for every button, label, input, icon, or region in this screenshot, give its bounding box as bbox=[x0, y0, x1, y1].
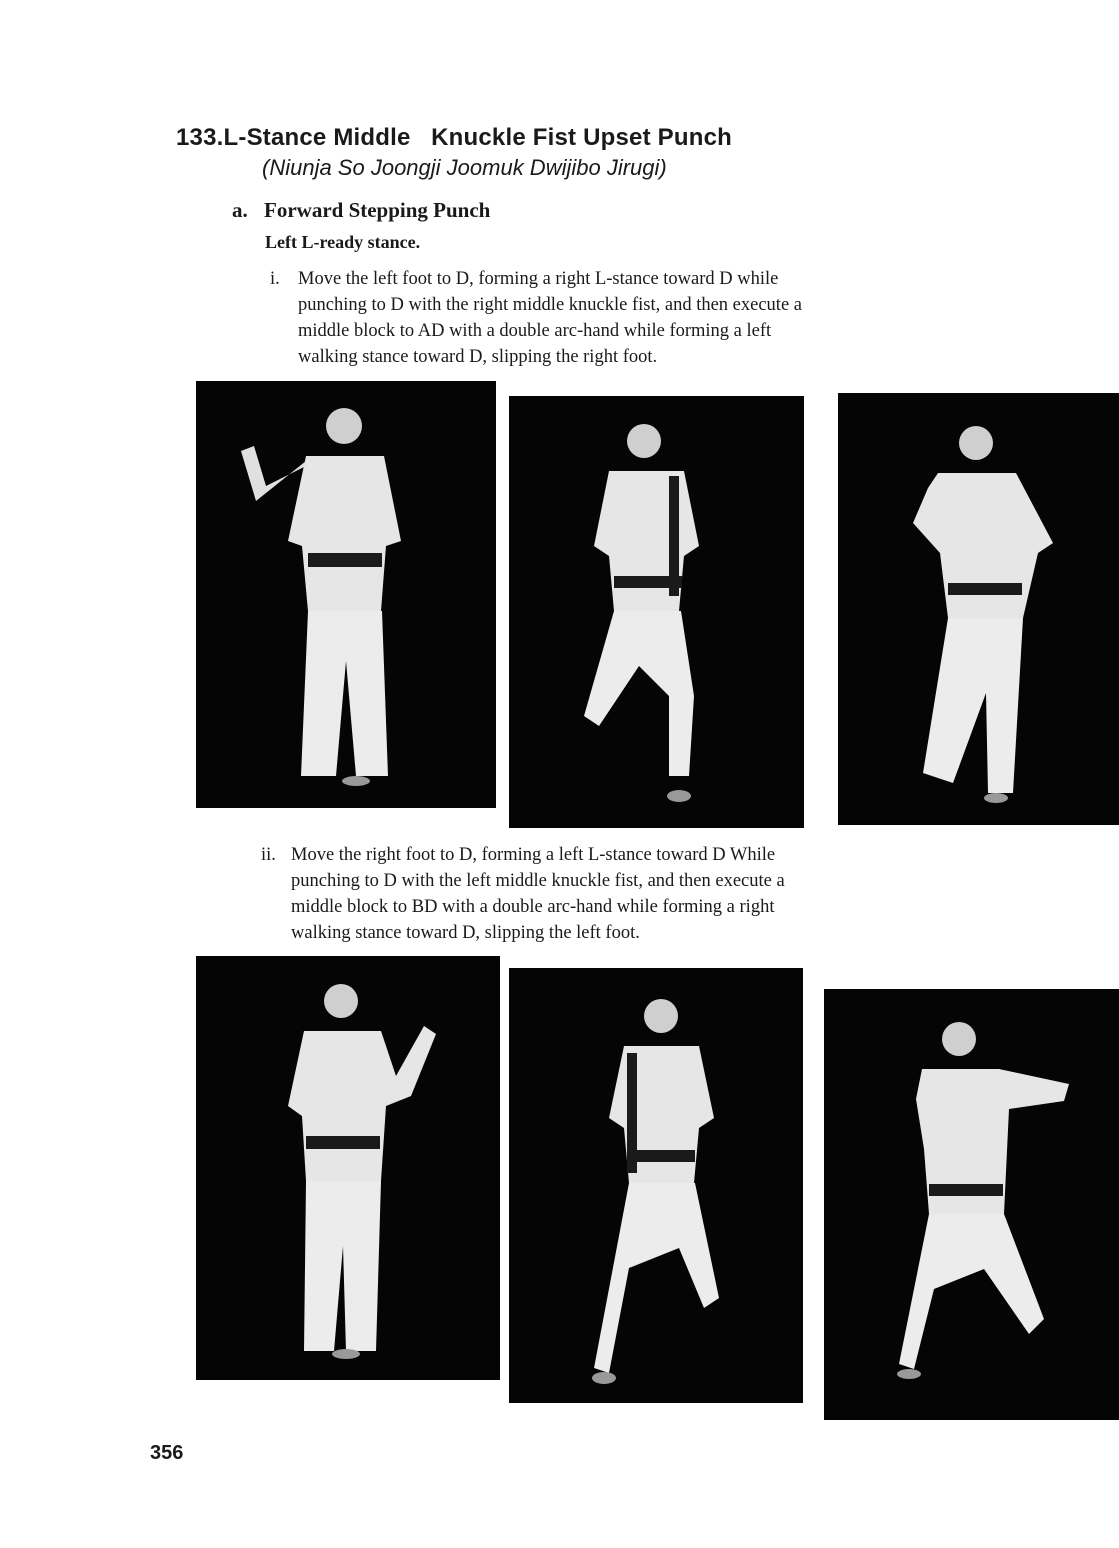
figure-silhouette bbox=[509, 396, 804, 828]
step-line: Move the left foot to D, forming a right L-stance toward D while bbox=[298, 269, 779, 289]
section-subheading: (Niunja So Joongji Joomuk Dwijibo Jirugi) bbox=[262, 155, 667, 180]
step-ii bbox=[261, 842, 1001, 946]
figure-silhouette bbox=[196, 956, 500, 1380]
figure-silhouette bbox=[196, 381, 496, 808]
step-numeral: ii. bbox=[261, 845, 276, 865]
subsection-title-text: Forward Stepping Punch bbox=[264, 198, 491, 222]
photo-step-ii-3 bbox=[824, 989, 1119, 1420]
ready-stance: Left L-ready stance. bbox=[265, 232, 421, 252]
photo-step-i-1 bbox=[196, 381, 496, 808]
step-line: Move the right foot to D, forming a left L-stance toward D While bbox=[291, 845, 776, 865]
subsection-letter: a. bbox=[232, 198, 248, 222]
figure-silhouette bbox=[824, 989, 1119, 1420]
photo-step-ii-2 bbox=[509, 968, 803, 1403]
step-line: punching to D with the right middle knuckle fist, and then execute a bbox=[298, 295, 802, 315]
photo-step-i-3 bbox=[838, 393, 1119, 825]
page-number: 356 bbox=[150, 1442, 184, 1464]
photo-step-ii-1 bbox=[196, 956, 500, 1380]
step-line: walking stance toward D, slipping the right foot. bbox=[298, 347, 658, 367]
section-heading: 133.L-Stance Middle Knuckle Fist Upset Punch bbox=[176, 124, 732, 151]
figure-silhouette bbox=[509, 968, 803, 1403]
step-line: middle block to AD with a double arc-hand while forming a left bbox=[298, 321, 772, 341]
step-line: middle block to BD with a double arc-hand while forming a right bbox=[291, 897, 775, 917]
subsection-title bbox=[232, 198, 490, 223]
step-line: punching to D with the left middle knuckle fist, and then execute a bbox=[291, 871, 785, 891]
step-numeral: i. bbox=[270, 269, 280, 289]
step-line: walking stance toward D, slipping the left foot. bbox=[291, 923, 640, 943]
figure-silhouette bbox=[838, 393, 1119, 825]
step-i bbox=[270, 266, 1000, 370]
photo-step-i-2 bbox=[509, 396, 804, 828]
